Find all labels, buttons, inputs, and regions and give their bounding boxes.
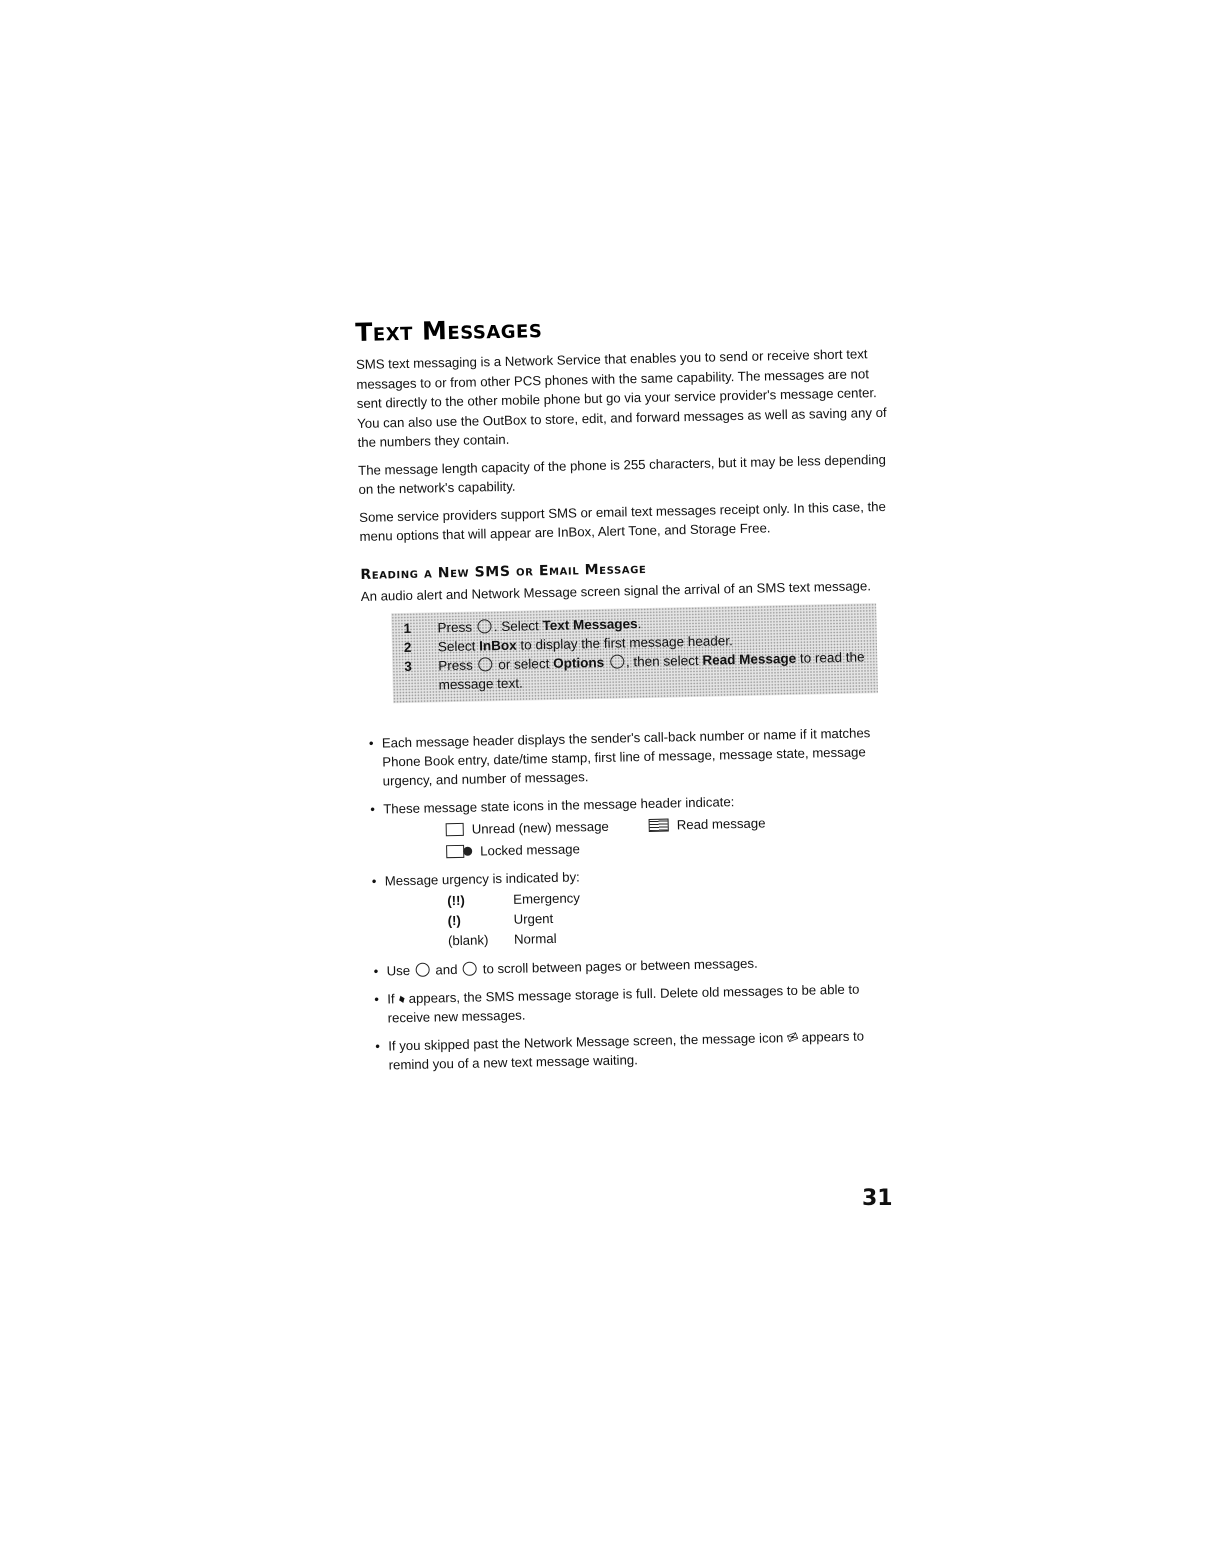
- list-item: [368, 951, 903, 981]
- list-item: [367, 861, 904, 953]
- intro-paragraph-3: Some service providers support SMS or email text messages receipt only. In this case, the menu options that will appear are InBox, Alert Tone, and Storage Free.: [359, 498, 886, 544]
- bullet-text: Use: [386, 962, 411, 979]
- manual-page: [355, 307, 906, 1084]
- steps-box: [391, 603, 878, 703]
- softkey-icon: [610, 654, 624, 668]
- list-item: [365, 789, 901, 863]
- step-number: 3: [404, 658, 412, 675]
- step-text: Select: [437, 638, 476, 655]
- urgency-symbol: (!): [447, 912, 461, 929]
- step-number: 2: [403, 639, 412, 656]
- urgency-symbol: (!!): [447, 892, 465, 909]
- info-list: [364, 723, 906, 1075]
- unread-envelope-icon: [446, 823, 464, 836]
- state-label: Locked message: [480, 841, 581, 859]
- step-number: 1: [403, 620, 412, 637]
- page-title: Text Messages: [355, 314, 543, 347]
- bullet-text: appears, the SMS message storage is full. Delete old messages to be able to receive new messages.: [387, 981, 860, 1026]
- state-label: Read message: [676, 815, 766, 833]
- urgency-symbol: (blank): [447, 932, 489, 949]
- bullet-text: appears to remind you of a new text message waiting.: [388, 1028, 865, 1073]
- bullet-text: If you skipped past the Network Message screen, the message icon: [388, 1030, 784, 1054]
- urgency-label: Urgent: [513, 910, 554, 927]
- bullet-text: and: [435, 961, 458, 978]
- step-text: Press: [437, 619, 473, 636]
- scroll-down-key-icon: [416, 963, 430, 977]
- list-item: [364, 723, 900, 791]
- bullet-text: to scroll between pages or between messages.: [482, 955, 758, 977]
- step-menu-label: InBox: [479, 637, 517, 654]
- ok-key-icon: [478, 657, 492, 671]
- urgency-label: Emergency: [513, 890, 581, 907]
- intro-paragraph-2: The message length capacity of the phone is 255 characters, but it may be less depending on the network's capability.: [358, 451, 887, 497]
- section-heading: Reading a New SMS or Email Message: [360, 560, 647, 583]
- step-text: . Select: [493, 618, 539, 635]
- menu-key-icon: [478, 619, 492, 633]
- step-text: .: [637, 616, 642, 632]
- bullet-text: Each message header displays the sender's call-back number or name if it matches Phone Book entry, date/time stamp, first line of message, message state, message urgency, and number of messages.: [381, 725, 871, 789]
- read-envelope-icon: [649, 819, 669, 832]
- step-menu-label: Text Messages: [542, 616, 638, 634]
- section-lead: An audio alert and Network Message screen signal the arrival of an SMS text message.: [360, 577, 872, 604]
- step-text: , then select: [625, 652, 699, 670]
- list-item: [370, 1026, 906, 1075]
- storage-full-icon: ♦: [395, 990, 408, 1007]
- step-text: to read the message text.: [438, 649, 865, 693]
- urgency-table: [447, 882, 903, 952]
- locked-envelope-icon: [446, 845, 464, 858]
- bullet-text: These message state icons in the message header indicate:: [383, 794, 735, 817]
- step-text: or select: [498, 656, 550, 673]
- message-waiting-icon: ✉: [784, 1028, 801, 1047]
- intro-paragraph-1: SMS text messaging is a Network Service that enables you to send or receive short text messages to or from other PCS phones with the same capability. The messages are not sent directly to the other mobile phone but go via your service provider's message center. You can also use the OutBox to store, edit, and forward messages as well as saving any of the numbers they contain.: [355, 346, 887, 450]
- scroll-up-key-icon: [463, 962, 477, 976]
- bullet-text: Message urgency is indicated by:: [384, 869, 580, 889]
- step-menu-label: Options: [552, 654, 605, 671]
- urgency-label: Normal: [513, 930, 557, 947]
- state-label: Unread (new) message: [471, 818, 609, 837]
- page-number: 31: [862, 1186, 893, 1211]
- list-item: [369, 979, 905, 1028]
- step-text: Press: [438, 657, 473, 674]
- step-text: to display the first message header.: [520, 633, 733, 653]
- step-menu-label: Read Message: [702, 650, 797, 668]
- bullet-text: If: [387, 991, 395, 1007]
